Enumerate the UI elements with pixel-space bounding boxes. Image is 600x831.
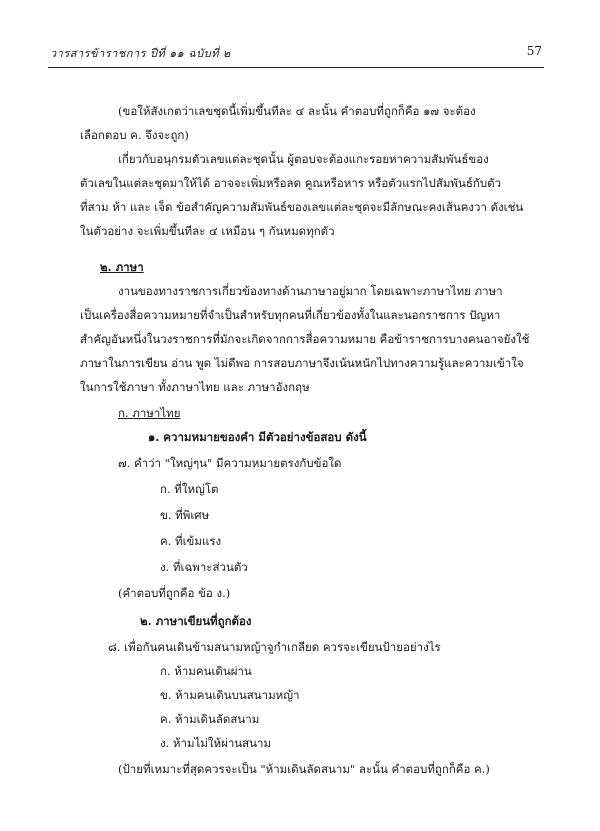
- section-heading: ๒. ภาษา: [100, 260, 144, 274]
- header-divider: [48, 67, 544, 68]
- answer-choice: ง. ที่เฉพาะส่วนตัว: [160, 560, 248, 574]
- topic-heading: ๑. ความหมายของคำ มีตัวอย่างข้อสอบ ดังนี้: [148, 430, 367, 444]
- topic-heading: ๒. ภาษาเขียนที่ถูกต้อง: [140, 614, 252, 628]
- body-line: งานของทางราชการเกี่ยวข้องทางด้านภาษาอยู่มาก โดยเฉพาะภาษาไทย ภาษา: [118, 284, 503, 298]
- question: ๘. เพื่อกันคนเดินข้ามสนามหญ้าจูกำเกลียด ควรจะเขียนป้ายอย่างไร: [108, 640, 441, 654]
- journal-header: วารสารข้าราชการ ปีที่ ๑๑ ฉบับที่ ๒: [50, 47, 231, 60]
- page-number: 57: [526, 44, 542, 58]
- body-line: (ขอให้สังเกตว่าเลขชุดนี้เพิ่มขึ้นทีละ ๔ ละนั้น คำตอบที่ถูกก็คือ ๑๗ จะต้อง: [118, 104, 476, 118]
- question: ๗. คำว่า "ใหญ่ๆน" มีความหมายตรงกับข้อใด: [118, 456, 342, 470]
- answer-choice: ง. ห้ามไม่ให้ผ่านสนาม: [160, 736, 272, 750]
- answer-choice: ข. ห้ามคนเดินบนสนามหญ้า: [160, 688, 300, 702]
- answer-note: (ป้ายที่เหมาะที่สุดควรจะเป็น "ห้ามเดินลัดสนาม" ละนั้น คำตอบที่ถูกก็คือ ค.): [118, 762, 490, 776]
- body-line: ในตัวอย่าง จะเพิ่มขึ้นทีละ ๔ เหมือน ๆ กันหมดทุกตัว: [80, 224, 335, 238]
- answer-choice: ข. ที่พิเศษ: [160, 508, 210, 522]
- body-line: เป็นเครื่องสื่อความหมายที่จำเป็นสำหรับทุกคนที่เกี่ยวข้องทั้งในและนอกราชการ ปัญหา: [80, 308, 501, 322]
- body-line: ที่สาม ห้า และ เจ็ด ข้อสำคัญความสัมพันธ์ของเลขแต่ละชุดจะมีลักษณะคงเส้นคงวา ดังเช่น: [80, 200, 524, 214]
- body-line: สำคัญอันหนึ่งในวงราชการที่มักจะเกิดจากการสื่อความหมาย คือข้าราชการบางคนอาจยังใช้: [80, 332, 530, 346]
- answer-choice: ค. ที่เข้มแรง: [160, 534, 222, 548]
- answer-choice: ก. ห้ามคนเดินผ่าน: [160, 664, 252, 678]
- body-line: เลือกตอบ ค. จึงจะถูก): [80, 128, 189, 142]
- answer-choice: ค. ห้ามเดินลัดสนาม: [160, 712, 260, 726]
- subsection-heading: ก. ภาษาไทย: [118, 406, 181, 420]
- body-line: ตัวเลขในแต่ละชุดมาให้ได้ อาจจะเพิ่มหรือลด คูณหรือหาร หรือตัวแรกไปสัมพันธ์กับตัว: [80, 176, 502, 190]
- body-line: ภาษาในการเขียน อ่าน พูด ไม่ดีพอ การสอบภาษาจึงเน้นหนักไปทางความรู้และความเข้าใจ: [80, 356, 524, 370]
- body-line: เกี่ยวกับอนุกรมตัวเลขแต่ละชุดนั้น ผู้ตอบจะต้องแกะรอยหาความสัมพันธ์ของ: [118, 152, 489, 166]
- answer-choice: ก. ที่ใหญ่โต: [160, 482, 219, 496]
- body-line: ในการใช้ภาษา ทั้งภาษาไทย และ ภาษาอังกฤษ: [80, 380, 310, 394]
- answer-note: (คำตอบที่ถูกคือ ข้อ ง.): [118, 586, 231, 600]
